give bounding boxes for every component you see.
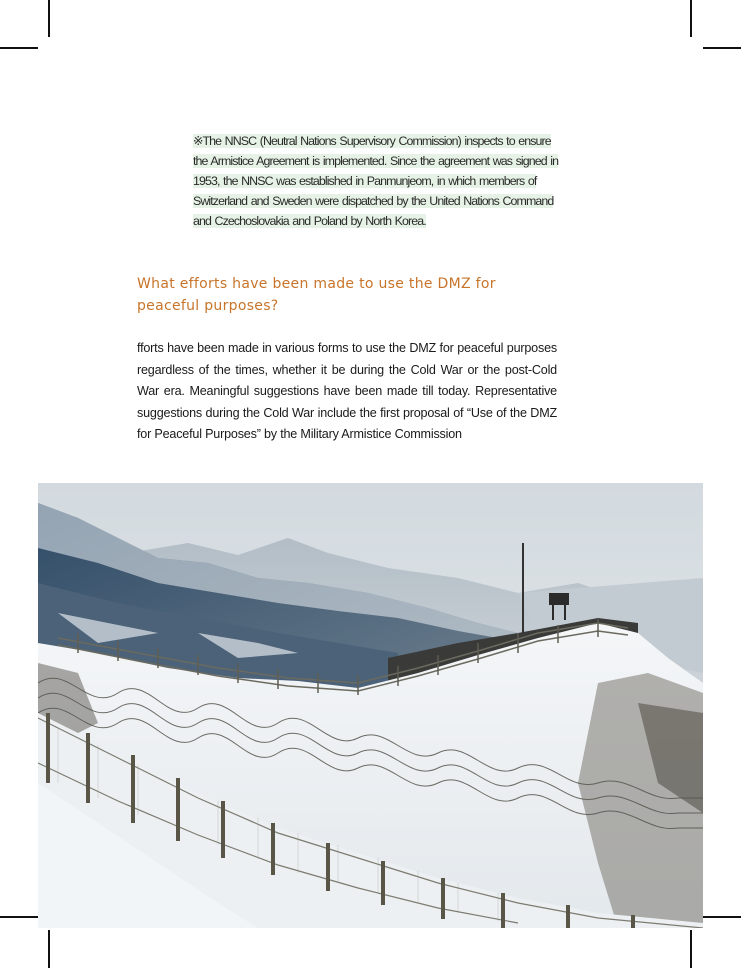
crop-mark-top-right-v: [690, 0, 692, 37]
section-question-heading: What efforts have been made to use the DMZ for peaceful purposes?: [137, 276, 496, 314]
crop-mark-bottom-right-v: [690, 930, 692, 968]
dmz-fence-photo: [38, 483, 703, 928]
crop-mark-top-left-h: [0, 47, 38, 49]
nnsc-note: [193, 131, 559, 231]
crop-mark-top-right-h: [703, 47, 741, 49]
crop-mark-bottom-left-h: [0, 916, 38, 918]
crop-mark-top-left-v: [48, 0, 50, 37]
body-paragraph: fforts have been made in various forms to use the DMZ for peaceful purposes regardless of the times, whether it be during the Cold War or the post-Cold War era. Meaningful suggestions have been made till today. Representative suggestions during the Cold War include the first proposal of “Use of the DMZ for Peaceful Purposes” by the Military Armistice Commission: [137, 341, 557, 441]
nnsc-note-text: ※The NNSC (Neutral Nations Supervisory Commission) inspects to ensure the Armistice Agreement is implemented. Since the agreement was signed in 1953, the NNSC was established in Panmunjeom, in which members of Switzerland and Sweden were dispatched by the United Nations Command and Czechoslovakia and Poland by North Korea.: [193, 134, 559, 228]
crop-mark-bottom-right-h: [703, 916, 741, 918]
crop-mark-bottom-left-v: [48, 930, 50, 968]
